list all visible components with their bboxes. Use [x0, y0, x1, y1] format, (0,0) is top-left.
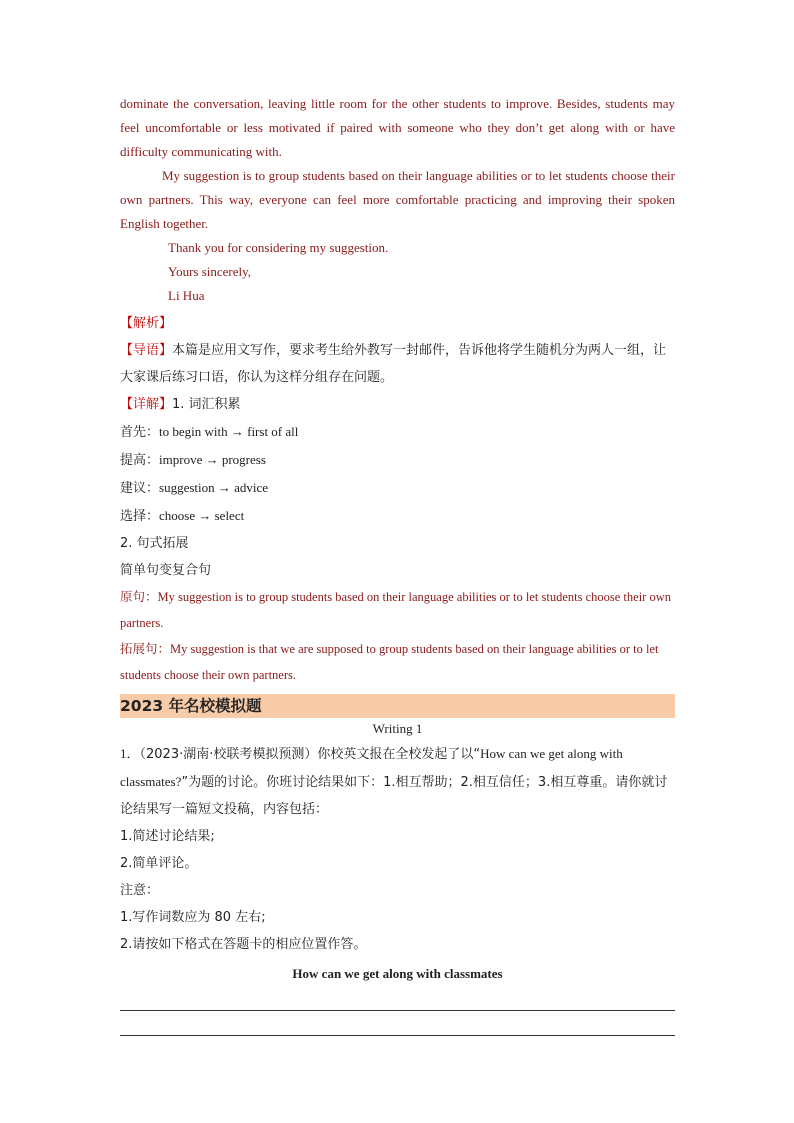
question-item-1: 1.简述讨论结果; — [120, 829, 215, 844]
sentence-heading: 2. 句式拓展 — [120, 536, 189, 551]
guide-text: 本篇是应用文写作，要求考生给外教写一封邮件，告诉他将学生随机分为两人一组，让大家课后练习口语，你认为这样分组存在问题。 — [120, 343, 667, 385]
essay-paragraph-2: My suggestion is to group students based on their language abilities or to let students choose their own partners. This way, everyone can feel more comfortable practicing and improving their spoken English together. — [120, 168, 675, 231]
answer-line — [120, 986, 675, 1011]
answer-title: How can we get along with classmates — [292, 966, 503, 981]
guide-tag: 【导语】 — [120, 343, 173, 358]
essay-closing-sincerely: Yours sincerely, — [168, 264, 252, 279]
analysis-heading — [120, 310, 675, 337]
expanded-sentence: 拓展句：My suggestion is that we are supposed to group students based on their language abilities or to let students choose their own partners. — [120, 641, 659, 682]
document-page — [120, 92, 675, 1036]
detail-title: 1. 词汇积累 — [172, 397, 241, 412]
question-note-2: 2.请按如下格式在答题卡的相应位置作答。 — [120, 937, 367, 952]
essay-closing-thanks: Thank you for considering my suggestion. — [168, 240, 389, 255]
question-note-1: 1.写作词数应为 80 左右; — [120, 910, 266, 925]
question-item-2: 2.简单评论。 — [120, 856, 198, 871]
vocab-row: 建议：suggestion → advice — [120, 480, 269, 496]
vocab-row: 提高：improve → progress — [120, 452, 266, 468]
writing-label: Writing 1 — [372, 721, 423, 736]
question-note: 注意： — [120, 883, 160, 898]
analysis-tag: 【解析】 — [120, 316, 173, 331]
essay-signature: Li Hua — [168, 288, 205, 303]
detail-tag: 【详解】 — [120, 397, 173, 412]
vocab-row: 选择：choose → select — [120, 508, 245, 524]
guide-paragraph — [120, 337, 675, 391]
sentence-subheading: 简单句变复合句 — [120, 563, 212, 578]
detail-heading — [120, 391, 675, 418]
original-sentence: 原句：My suggestion is to group students based on their language abilities or to let students choose their own partners. — [120, 589, 671, 630]
vocab-row: 首先：to begin with → first of all — [120, 424, 299, 440]
answer-line — [120, 1011, 675, 1036]
essay-paragraph-1: dominate the conversation, leaving little room for the other students to improve. Besides, students may feel uncomfortable or less motivated if paired with someone who they don’t get along with or have difficulty communicating with. — [120, 96, 675, 159]
question-prompt: 1．（2023·湖南·校联考模拟预测）你校英文报在全校发起了以“How can we get along with classmates?”为题的讨论。你班讨论结果如下：1.相互帮助；2.相互信任；3.相互尊重。请你就讨论结果写一篇短文投稿，内容包括： — [120, 746, 668, 817]
section-heading: 2023 年名校模拟题 — [120, 694, 675, 718]
